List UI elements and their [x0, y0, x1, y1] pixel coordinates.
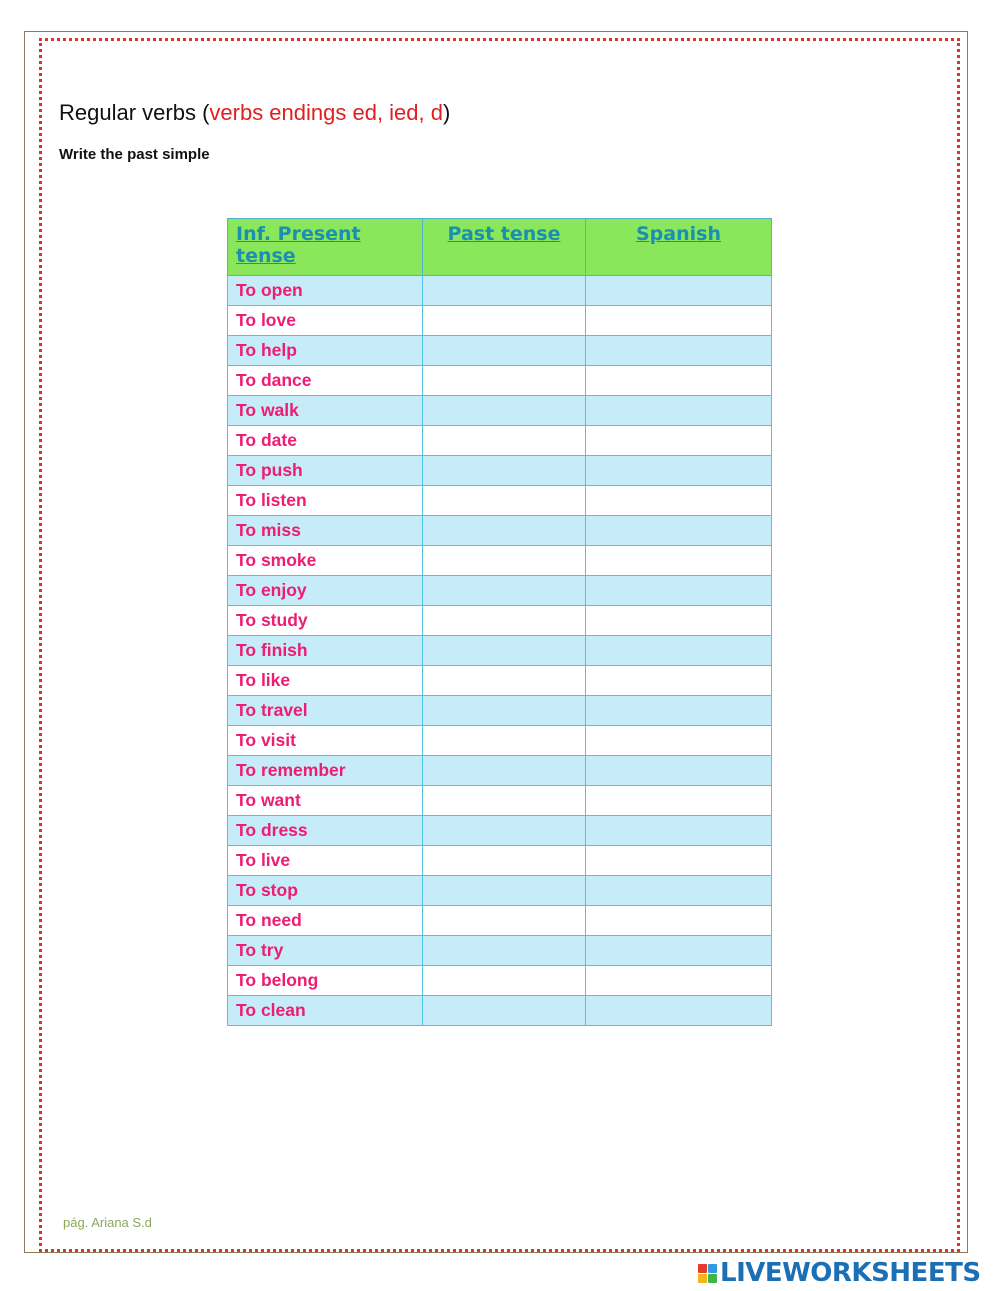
table-row	[228, 936, 772, 966]
table-row	[228, 366, 772, 396]
spanish-answer-cell[interactable]	[586, 966, 772, 996]
table-row	[228, 816, 772, 846]
table-row	[228, 396, 772, 426]
table-row	[228, 846, 772, 876]
header-present-tense: Inf. Present tense	[228, 219, 423, 276]
verb-cell: To visit	[228, 726, 423, 756]
past-tense-answer-cell[interactable]	[423, 876, 586, 906]
table-row	[228, 966, 772, 996]
past-tense-answer-cell[interactable]	[423, 366, 586, 396]
verb-table	[227, 218, 772, 1026]
logo-square-3	[698, 1274, 707, 1283]
past-tense-answer-cell[interactable]	[423, 606, 586, 636]
past-tense-answer-cell[interactable]	[423, 486, 586, 516]
table-row	[228, 576, 772, 606]
footer-note: pág. Ariana S.d	[63, 1215, 152, 1230]
brand-name: LIVEWORKSHEETS	[720, 1258, 981, 1288]
table-row	[228, 906, 772, 936]
verb-cell: To smoke	[228, 546, 423, 576]
verb-cell: To remember	[228, 756, 423, 786]
past-tense-answer-cell[interactable]	[423, 786, 586, 816]
verb-cell: To enjoy	[228, 576, 423, 606]
verb-cell: To date	[228, 426, 423, 456]
past-tense-answer-cell[interactable]	[423, 546, 586, 576]
past-tense-answer-cell[interactable]	[423, 336, 586, 366]
logo-square-2	[708, 1264, 717, 1273]
verb-cell: To study	[228, 606, 423, 636]
spanish-answer-cell[interactable]	[586, 936, 772, 966]
spanish-answer-cell[interactable]	[586, 336, 772, 366]
spanish-answer-cell[interactable]	[586, 666, 772, 696]
past-tense-answer-cell[interactable]	[423, 816, 586, 846]
worksheet-title	[59, 100, 450, 126]
verb-cell: To push	[228, 456, 423, 486]
spanish-answer-cell[interactable]	[586, 576, 772, 606]
table-row	[228, 336, 772, 366]
table-row	[228, 306, 772, 336]
spanish-answer-cell[interactable]	[586, 396, 772, 426]
header-past-tense: Past tense	[423, 219, 586, 276]
verb-cell: To like	[228, 666, 423, 696]
past-tense-answer-cell[interactable]	[423, 396, 586, 426]
table-row	[228, 456, 772, 486]
liveworksheets-logo-icon	[698, 1264, 717, 1283]
spanish-answer-cell[interactable]	[586, 876, 772, 906]
table-row	[228, 786, 772, 816]
spanish-answer-cell[interactable]	[586, 606, 772, 636]
past-tense-answer-cell[interactable]	[423, 846, 586, 876]
verb-cell: To live	[228, 846, 423, 876]
table-row	[228, 276, 772, 306]
verb-cell: To help	[228, 336, 423, 366]
spanish-answer-cell[interactable]	[586, 306, 772, 336]
past-tense-answer-cell[interactable]	[423, 756, 586, 786]
past-tense-answer-cell[interactable]	[423, 306, 586, 336]
verb-cell: To need	[228, 906, 423, 936]
verb-cell: To open	[228, 276, 423, 306]
table-row	[228, 486, 772, 516]
spanish-answer-cell[interactable]	[586, 726, 772, 756]
spanish-answer-cell[interactable]	[586, 276, 772, 306]
past-tense-answer-cell[interactable]	[423, 516, 586, 546]
verb-cell: To love	[228, 306, 423, 336]
title-prefix: Regular verbs (	[59, 100, 210, 125]
spanish-answer-cell[interactable]	[586, 756, 772, 786]
spanish-answer-cell[interactable]	[586, 486, 772, 516]
past-tense-answer-cell[interactable]	[423, 276, 586, 306]
table-row	[228, 516, 772, 546]
past-tense-answer-cell[interactable]	[423, 966, 586, 996]
verb-cell: To belong	[228, 966, 423, 996]
spanish-answer-cell[interactable]	[586, 906, 772, 936]
verb-cell: To listen	[228, 486, 423, 516]
table-row	[228, 666, 772, 696]
instructions: Write the past simple	[59, 146, 210, 163]
verb-cell: To try	[228, 936, 423, 966]
header-spanish: Spanish	[586, 219, 772, 276]
past-tense-answer-cell[interactable]	[423, 426, 586, 456]
table-row	[228, 996, 772, 1026]
verb-table-container	[227, 218, 771, 1026]
title-suffix: )	[443, 100, 451, 125]
table-row	[228, 606, 772, 636]
liveworksheets-brand	[698, 1258, 981, 1288]
table-row	[228, 546, 772, 576]
spanish-answer-cell[interactable]	[586, 816, 772, 846]
table-row	[228, 636, 772, 666]
verb-cell: To stop	[228, 876, 423, 906]
past-tense-answer-cell[interactable]	[423, 636, 586, 666]
spanish-answer-cell[interactable]	[586, 546, 772, 576]
verb-cell: To finish	[228, 636, 423, 666]
past-tense-answer-cell[interactable]	[423, 696, 586, 726]
verb-cell: To want	[228, 786, 423, 816]
verb-cell: To clean	[228, 996, 423, 1026]
logo-square-4	[708, 1274, 717, 1283]
table-row	[228, 876, 772, 906]
spanish-answer-cell[interactable]	[586, 516, 772, 546]
table-header-row	[228, 219, 772, 276]
verb-cell: To travel	[228, 696, 423, 726]
table-row	[228, 756, 772, 786]
past-tense-answer-cell[interactable]	[423, 936, 586, 966]
past-tense-answer-cell[interactable]	[423, 576, 586, 606]
table-row	[228, 726, 772, 756]
past-tense-answer-cell[interactable]	[423, 906, 586, 936]
verb-cell: To miss	[228, 516, 423, 546]
logo-square-1	[698, 1264, 707, 1273]
spanish-answer-cell[interactable]	[586, 366, 772, 396]
past-tense-answer-cell[interactable]	[423, 726, 586, 756]
table-row	[228, 426, 772, 456]
spanish-answer-cell[interactable]	[586, 786, 772, 816]
title-accent: verbs endings ed, ied, d	[209, 100, 443, 125]
spanish-answer-cell[interactable]	[586, 636, 772, 666]
past-tense-answer-cell[interactable]	[423, 456, 586, 486]
verb-cell: To dance	[228, 366, 423, 396]
table-row	[228, 696, 772, 726]
verb-cell: To walk	[228, 396, 423, 426]
past-tense-answer-cell[interactable]	[423, 996, 586, 1026]
verb-cell: To dress	[228, 816, 423, 846]
spanish-answer-cell[interactable]	[586, 696, 772, 726]
verb-table-body	[228, 276, 772, 1026]
spanish-answer-cell[interactable]	[586, 846, 772, 876]
spanish-answer-cell[interactable]	[586, 996, 772, 1026]
past-tense-answer-cell[interactable]	[423, 666, 586, 696]
spanish-answer-cell[interactable]	[586, 426, 772, 456]
spanish-answer-cell[interactable]	[586, 456, 772, 486]
